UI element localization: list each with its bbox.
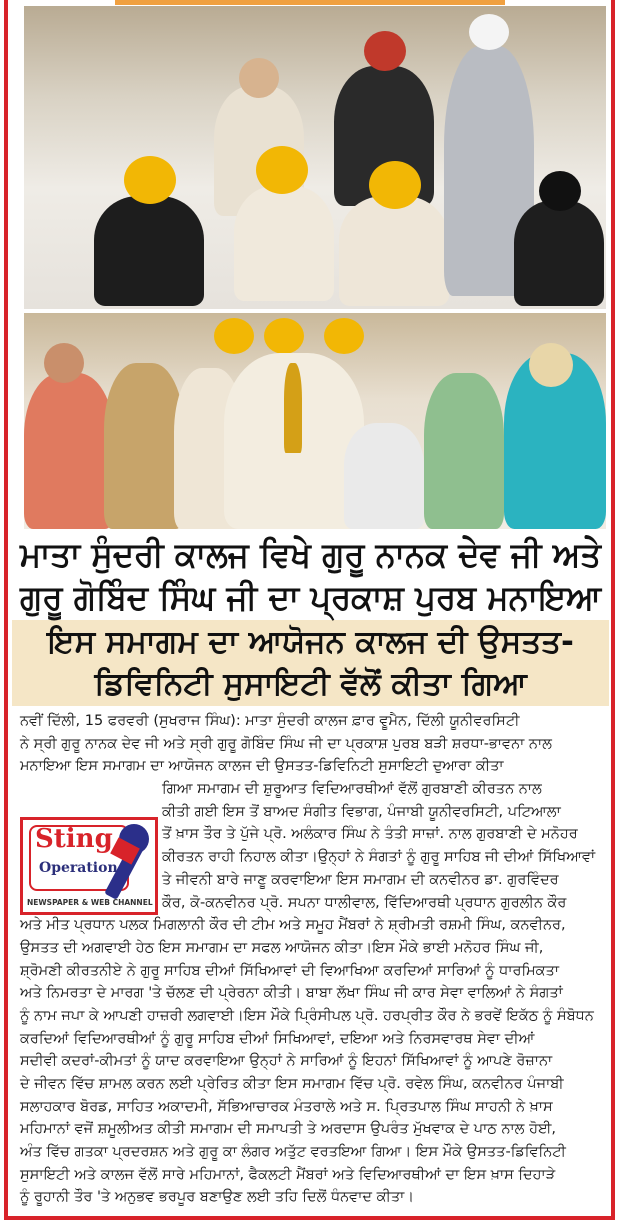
- article-line: ਕਰਦਿਆਂ ਵਿਦਿਆਰਥੀਆਂ ਨੂੰ ਗੁਰੂ ਸਾਹਿਬ ਦੀਆਂ ਸਿਖਿਆਵਾਂ, ਦਇਆ ਅਤੇ ਨਿਰਸਵਾਰਥ ਸੇਵਾ ਦੀਆਂ: [20, 1030, 535, 1047]
- article-line: ਸਲਾਹਕਾਰ ਬੋਰਡ, ਸਾਹਿਤ ਅਕਾਦਮੀ, ਸੱਭਿਆਚਾਰਕ ਮੰਤਰਾਲੇ ਅਤੇ ਸ. ਪ੍ਰਿਤਪਾਲ ਸਿੰਘ ਸਾਹਨੀ ਨੇ ਖ਼ਾਸ: [20, 1098, 553, 1115]
- logo-subname: Operation: [39, 860, 118, 876]
- article-line-row: [20, 960, 603, 983]
- article-line-row: [20, 710, 603, 733]
- article-line-row: [20, 1118, 603, 1141]
- logo-name: Sting: [35, 824, 113, 854]
- article-line: ਮਨਾਇਆ ਇਸ ਸਮਾਗਮ ਦਾ ਆਯੋਜਨ ਕਾਲਜ ਦੀ ਉਸਤਤ-ਡਿਵਿਨਿਟੀ ਸੁਸਾਇਟੀ ਦੁਆਰਾ ਕੀਤਾ: [20, 758, 504, 775]
- article-line-row: [162, 778, 603, 801]
- article-line: ਅਤੇ ਨਿਮਰਤਾ ਦੇ ਮਾਰਗ 'ਤੇ ਚੱਲਣ ਦੀ ਪ੍ਰੇਰਨਾ ਕੀਤੀ। ਬਾਬਾ ਲੱਖਾ ਸਿੰਘ ਜੀ ਕਾਰ ਸੇਵਾ ਵਾਲਿਆਂ ਨੇ ਸੰਗਤਾਂ: [20, 985, 563, 1002]
- article-line: ਉਸਤਤ ਦੀ ਅਗਵਾਈ ਹੇਠ ਇਸ ਸਮਾਗਮ ਦਾ ਸਫਲ ਆਯੋਜਨ ਕੀਤਾ।ਇਸ ਮੌਕੇ ਭਾਈ ਮਨੋਹਰ ਸਿੰਘ ਜੀ,: [20, 939, 544, 956]
- article-line: ਕੌਰ, ਕੋ-ਕਨਵੀਨਰ ਪ੍ਰੋ. ਸਪਨਾ ਧਾਲੀਵਾਲ, ਵਿੱਦਿਆਰਥੀ ਪ੍ਰਧਾਨ ਗੁਰਲੀਨ ਕੌਰ: [162, 894, 567, 911]
- article-line: ਸਦੀਵੀ ਕਦਰਾਂ-ਕੀਮਤਾਂ ਨੂੰ ਯਾਦ ਕਰਵਾਇਆ ਉਨ੍ਹਾਂ ਨੇ ਸਾਰਿਆਂ ਨੂੰ ਇਹਨਾਂ ਸਿੱਖਿਆਵਾਂ ਨੂੰ ਆਪਣੇ ਰੋਜ਼ਾਨਾ: [20, 1053, 553, 1070]
- headline-line-1: ਮਾਤਾ ਸੁੰਦਰੀ ਕਾਲਜ ਵਿਖੇ ਗੁਰੂ ਨਾਨਕ ਦੇਵ ਜੀ ਅਤੇ: [20, 535, 602, 575]
- article-line-row: [20, 755, 603, 778]
- article-body: [20, 710, 603, 1209]
- logo-tagline: NEWSPAPER & WEB CHANNEL: [27, 898, 153, 907]
- subheadline-row-1: [20, 621, 601, 663]
- article-line: ਅਤੇ ਮੀਤ ਪ੍ਰਧਾਨ ਪਲਕ ਮਿਗਲਾਨੀ ਕੌਰ ਦੀ ਟੀਮ ਅਤੇ ਸਮੂਹ ਮੈਂਬਰਾਂ ਨੇ ਸ਼੍ਰੀਮਤੀ ਰਸ਼ਮੀ ਸਿੰਘ, ਕਨਵੀਨਰ,: [20, 917, 566, 934]
- article-line: ਅੰਤ ਵਿੱਚ ਗਤਕਾ ਪ੍ਰਦਰਸ਼ਨ ਅਤੇ ਗੁਰੂ ਕਾ ਲੰਗਰ ਅਤੁੱਟ ਵਰਤਇਆ ਗਿਆ। ਇਸ ਮੌਕੇ ਉਸਤਤ-ਡਿਵਿਨਿਟੀ: [20, 1144, 566, 1161]
- headline-row-1: [20, 534, 601, 576]
- article-line-row: [20, 1073, 603, 1096]
- article-line: ਮਹਿਮਾਨਾਂ ਵਜੋਂ ਸ਼ਮੂਲੀਅਤ ਕੀਤੀ ਸਮਾਗਮ ਦੀ ਸਮਾਪਤੀ ਤੇ ਅਰਦਾਸ ਉਪਰੰਤ ਮੁੱਖਵਾਕ ਦੇ ਪਾਠ ਨਾਲ ਹੋਈ,: [20, 1121, 557, 1138]
- sting-operation-logo: [20, 817, 158, 915]
- article-line-row: [20, 733, 603, 756]
- article-line-row: [162, 801, 603, 824]
- article-line-row: [20, 1096, 603, 1119]
- article-line-row: [20, 1028, 603, 1051]
- article-line: ਨੇ ਸ੍ਰੀ ਗੁਰੂ ਨਾਨਕ ਦੇਵ ਜੀ ਅਤੇ ਸ੍ਰੀ ਗੁਰੂ ਗੋਬਿੰਦ ਸਿੰਘ ਜੀ ਦਾ ਪ੍ਰਕਾਸ਼ ਪੁਰਬ ਬੜੀ ਸ਼ਰਧਾ-ਭਾਵਨਾ ਨਾਲ: [20, 735, 552, 752]
- article-line-row: [162, 892, 603, 915]
- subheadline-row-2: [20, 663, 601, 705]
- article-line: ਦੇ ਜੀਵਨ ਵਿੱਚ ਸ਼ਾਮਲ ਕਰਨ ਲਈ ਪ੍ਰੇਰਿਤ ਕੀਤਾ ਇਸ ਸਮਾਗਮ ਵਿੱਚ ਪ੍ਰੋ. ਰਵੇਲ ਸਿੰਘ, ਕਨਵੀਨਰ ਪੰਜਾਬੀ: [20, 1076, 564, 1092]
- article-line-row: [162, 869, 603, 892]
- article-line: ਤੇ ਜੀਵਨੀ ਬਾਰੇ ਜਾਣੂ ਕਰਵਾਇਆ ਇਸ ਸਮਾਗਮ ਦੀ ਕਨਵੀਨਰ ਡਾ. ਗੁਰਵਿੰਦਰ: [162, 871, 559, 888]
- article-line: ਨੂੰ ਰੂਹਾਨੀ ਤੌਰ 'ਤੇ ਅਨੁਭਵ ਭਰਪੂਰ ਬਣਾਉਣ ਲਈ ਤਹਿ ਦਿਲੋਂ ਧੰਨਵਾਦ ਕੀਤਾ।: [20, 1189, 415, 1206]
- article-line-row: [162, 846, 603, 869]
- article-line-row: [20, 1186, 603, 1209]
- article-line-row: [20, 937, 603, 960]
- article-line-row: [162, 823, 603, 846]
- subheadline-line-2: ਡਿਵਿਨਿਟੀ ਸੁਸਾਇਟੀ ਵੱਲੋਂ ਕੀਤਾ ਗਿਆ: [94, 666, 527, 702]
- article-line: ਕੀਤੀ ਗਈ ਇਸ ਤੋਂ ਬਾਅਦ ਸੰਗੀਤ ਵਿਭਾਗ, ਪੰਜਾਬੀ ਯੂਨੀਵਰਸਿਟੀ, ਪਟਿਆਲਾ: [162, 803, 561, 820]
- article-line-row: [20, 982, 603, 1005]
- article-line: ਸ਼੍ਰੋਮਣੀ ਕੀਰਤਨੀਏ ਨੇ ਗੁਰੂ ਸਾਹਿਬ ਦੀਆਂ ਸਿੱਖਿਆਵਾਂ ਦੀ ਵਿਆਖਿਆ ਕਰਦਿਆਂ ਸਾਰਿਆਂ ਨੂੰ ਧਾਰਮਿਕਤਾ: [20, 962, 559, 979]
- headline-row-2: [20, 577, 601, 619]
- article-line: ਤੋਂ ਖ਼ਾਸ ਤੌਰ ਤੇ ਪੁੱਜੇ ਪ੍ਰੋ. ਅਲੰਕਾਰ ਸਿੰਘ ਨੇ ਤੰਤੀ ਸਾਜ਼ਾਂ. ਨਾਲ ਗੁਰਬਾਣੀ ਦੇ ਮਨੋਹਰ: [162, 826, 578, 843]
- subheadline-line-1: ਇਸ ਸਮਾਗਮ ਦਾ ਆਯੋਜਨ ਕਾਲਜ ਦੀ ਉਸਤਤ-: [47, 624, 574, 660]
- article-line: ਕੀਰਤਨ ਰਾਹੀ ਨਿਹਾਲ ਕੀਤਾ।ਉਨ੍ਹਾਂ ਨੇ ਸੰਗਤਾਂ ਨੂੰ ਗੁਰੂ ਸਾਹਿਬ ਜੀ ਦੀਆਂ ਸਿੱਖਿਆਵਾਂ: [162, 849, 596, 866]
- article-line-row: [20, 1164, 603, 1187]
- event-photo-trophy: [24, 313, 606, 529]
- event-photo-kirtan: [24, 6, 606, 309]
- article-line: ਸੁਸਾਇਟੀ ਅਤੇ ਕਾਲਜ ਵੱਲੋਂ ਸਾਰੇ ਮਹਿਮਾਨਾਂ, ਫੈਕਲਟੀ ਮੈਂਬਰਾਂ ਅਤੇ ਵਿਦਿਆਰਥੀਆਂ ਦਾ ਇਸ ਖ਼ਾਸ ਦਿਹਾੜੇ: [20, 1166, 556, 1183]
- article-line-row: [20, 1050, 603, 1073]
- article-line: ਗਿਆ ਸਮਾਗਮ ਦੀ ਸ਼ੁਰੂਆਤ ਵਿਦਿਆਰਥੀਆਂ ਵੱਲੋਂ ਗੁਰਬਾਣੀ ਕੀਰਤਨ ਨਾਲ: [162, 781, 542, 798]
- article-line: ਨਵੀਂ ਦਿੱਲੀ, 15 ਫਰਵਰੀ (ਸੁਖਰਾਜ ਸਿੰਘ): ਮਾਤਾ ਸੁੰਦਰੀ ਕਾਲਜ ਫ਼ਾਰ ਵੂਮੈਨ, ਦਿੱਲੀ ਯੂਨੀਵਰਸਿਟੀ: [20, 713, 520, 729]
- article-line: ਨੂੰ ਨਾਮ ਜਪਾ ਕੇ ਆਪਣੀ ਹਾਜ਼ਰੀ ਲਗਵਾਈ।ਇਸ ਮੌਕੇ ਪ੍ਰਿੰਸੀਪਲ ਪ੍ਰੋ. ਹਰਪ੍ਰੀਤ ਕੌਰ ਨੇ ਭਰਵੇਂ ਇਕੱਠ ਨੂੰ ਸੰਬੋਧਨ: [20, 1007, 594, 1024]
- article-line-row: [20, 1005, 603, 1028]
- headline-line-2: ਗੁਰੂ ਗੋਬਿੰਦ ਸਿੰਘ ਜੀ ਦਾ ਪ੍ਰਕਾਸ਼ ਪੁਰਬ ਮਨਾਇਆ: [20, 578, 602, 618]
- article-line-row: [20, 914, 603, 937]
- article-line-row: [20, 1141, 603, 1164]
